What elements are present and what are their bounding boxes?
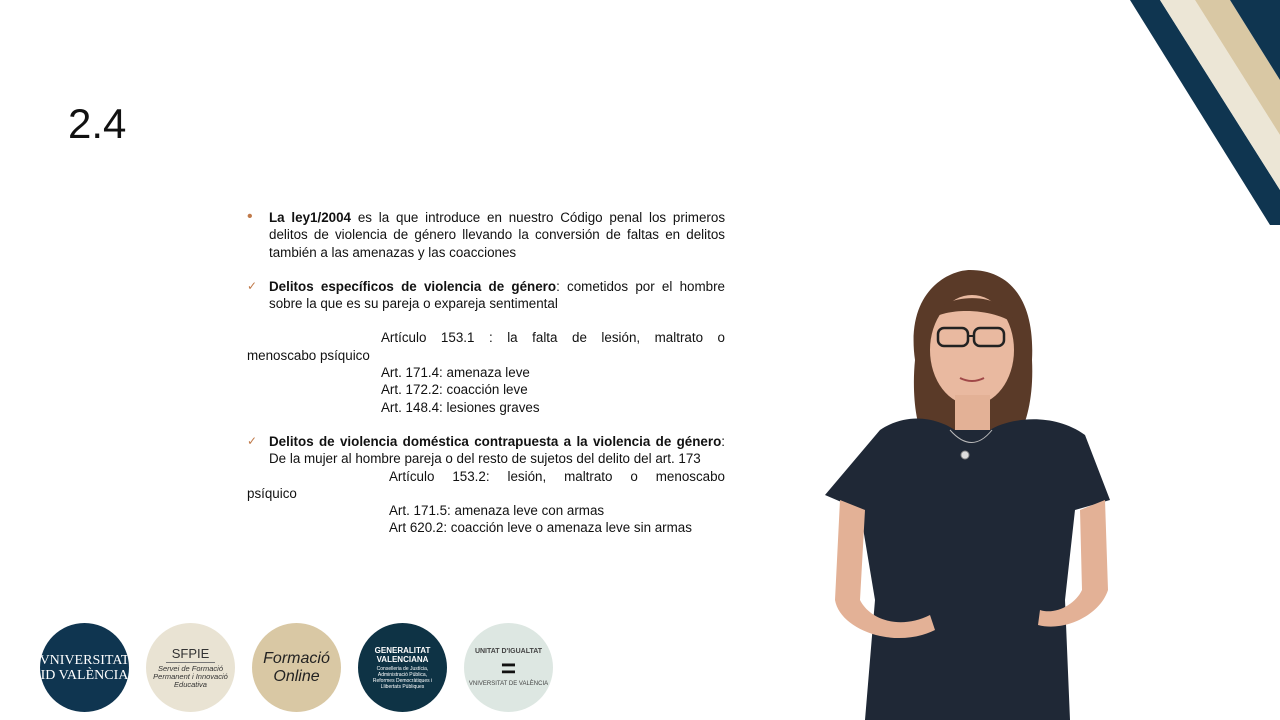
generalitat-valenciana-logo	[358, 623, 447, 712]
ley-text: es la que introduce en nuestro Código penal los primeros delitos de violencia de género llevando la conversión de faltas en delitos también a las amenazas y las coacciones	[269, 210, 726, 260]
gv-logo-subtitle: Conselleria de Justícia, Administració Pública, Reformes Democràtiques i Llibertats Públiques	[372, 665, 433, 690]
ley-title: La ley1/2004	[269, 210, 352, 225]
corner-stripes-decoration	[1120, 0, 1280, 230]
delitos-especificos-text: : cometidos por el hombre sobre la que es su pareja o expareja sentimental	[269, 278, 725, 312]
delitos-especificos-title: Delitos específicos de violencia de género	[269, 278, 557, 294]
article-172-2: Art. 172.2: coacción leve	[381, 382, 528, 398]
checkmark-icon: ✓	[247, 433, 258, 448]
ui-logo-subtitle: VNIVERSITAT DE VALÈNCIA	[468, 681, 549, 687]
article-153-2-cont: psíquico	[247, 485, 297, 501]
article-153-2: Artículo 153.2: lesión, maltrato o menoscabo	[389, 468, 725, 484]
article-171-5: Art. 171.5: amenaza leve con armas	[389, 503, 605, 519]
article-620-2: Art 620.2: coacción leve o amenaza leve sin armas	[389, 520, 692, 536]
gv-logo-title: GENERALITAT VALENCIANA	[374, 645, 431, 664]
sfpie-logo-subtitle: Servei de Formació Permanent i Innovació Educativa	[153, 664, 228, 689]
unitat-igualtat-logo	[464, 623, 553, 712]
ui-logo-title: UNITAT D'IGUALTAT	[474, 648, 543, 655]
article-148-4: Art. 148.4: lesiones graves	[381, 399, 540, 415]
article-171-4: Art. 171.4: amenaza leve	[381, 365, 530, 381]
logo-bar	[40, 623, 553, 712]
bullet-delitos-especificos	[247, 278, 725, 313]
equals-icon: =	[500, 653, 517, 683]
bullet-violencia-domestica	[247, 433, 725, 468]
formacio-online-logo	[252, 623, 341, 712]
sfpie-logo	[146, 623, 235, 712]
checkmark-icon: ✓	[247, 278, 258, 293]
presenter-image	[820, 270, 1130, 720]
violencia-domestica-title: Delitos de violencia doméstica contrapuesta a la violencia de género	[269, 433, 722, 449]
article-153-1-cont: menoscabo psíquico	[247, 347, 370, 363]
sfpie-logo-title: SFPIE	[166, 646, 216, 663]
bullet-ley-2004	[247, 209, 725, 261]
universitat-valencia-logo	[40, 623, 129, 712]
slide-content	[247, 209, 725, 537]
fo-logo-line1: Formació	[263, 649, 330, 667]
violencia-domestica-text: : De la mujer al hombre pareja o del resto de sujetos del delito del art. 173	[269, 433, 725, 467]
uv-logo-line1: VNIVERSITAT	[40, 652, 129, 668]
slide-number: 2.4	[68, 100, 127, 147]
article-153-1: Artículo 153.1 : la falta de lesión, maltrato o	[381, 330, 725, 346]
fo-logo-line2: Online	[273, 667, 320, 685]
uv-logo-line2: ID VALÈNCIA	[40, 667, 129, 683]
bullet-dot-icon: •	[247, 208, 253, 225]
